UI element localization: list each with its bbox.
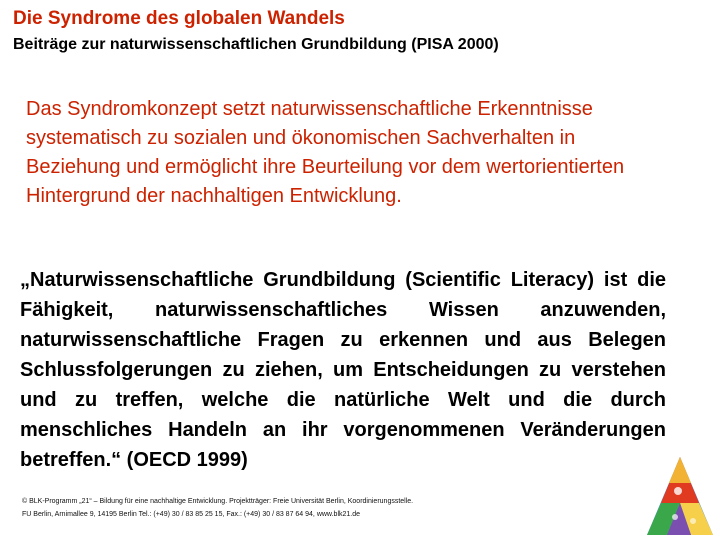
footer-line-1: © BLK-Programm „21“ – Bildung für eine nachhaltige Entwicklung. Projektträger: Freie Universität Berlin, Koordinierungsstelle. <box>22 498 414 505</box>
footer <box>22 495 642 521</box>
slide-subtitle: Beiträge zur naturwissenschaftlichen Grundbildung (PISA 2000) <box>13 36 499 53</box>
blk21-pyramid-logo-icon <box>645 455 715 537</box>
slide-title: Die Syndrome des globalen Wandels <box>13 8 345 29</box>
intro-paragraph: Das Syndromkonzept setzt naturwissenschaftliche Erkenntnisse systematisch zu sozialen und ökonomischen Sachverhalten in Beziehung und ermöglicht ihre Beurteilung vor dem wertorientierten Hintergrund der nachhaltigen Entwicklung. <box>26 98 625 207</box>
oecd-quote: „Naturwissenschaftliche Grundbildung (Scientific Literacy) ist die Fähigkeit, naturwissenschaftliches Wissen anzuwenden, naturwissenschaftliche Fragen zu erkennen und aus Belegen Schlussfolgerungen zu ziehen, um Entscheidungen zu verstehen und zu treffen, welche die natürliche Welt und die durch menschliches Handeln an ihr vorgenommenen Veränderungen betreffen.“ (OECD 1999) <box>20 269 666 471</box>
footer-line-2: FU Berlin, Arnimallee 9, 14195 Berlin Tel.: (+49) 30 / 83 85 25 15, Fax.: (+49) 30 / 83 87 64 94, www.blk21.de <box>22 511 361 518</box>
